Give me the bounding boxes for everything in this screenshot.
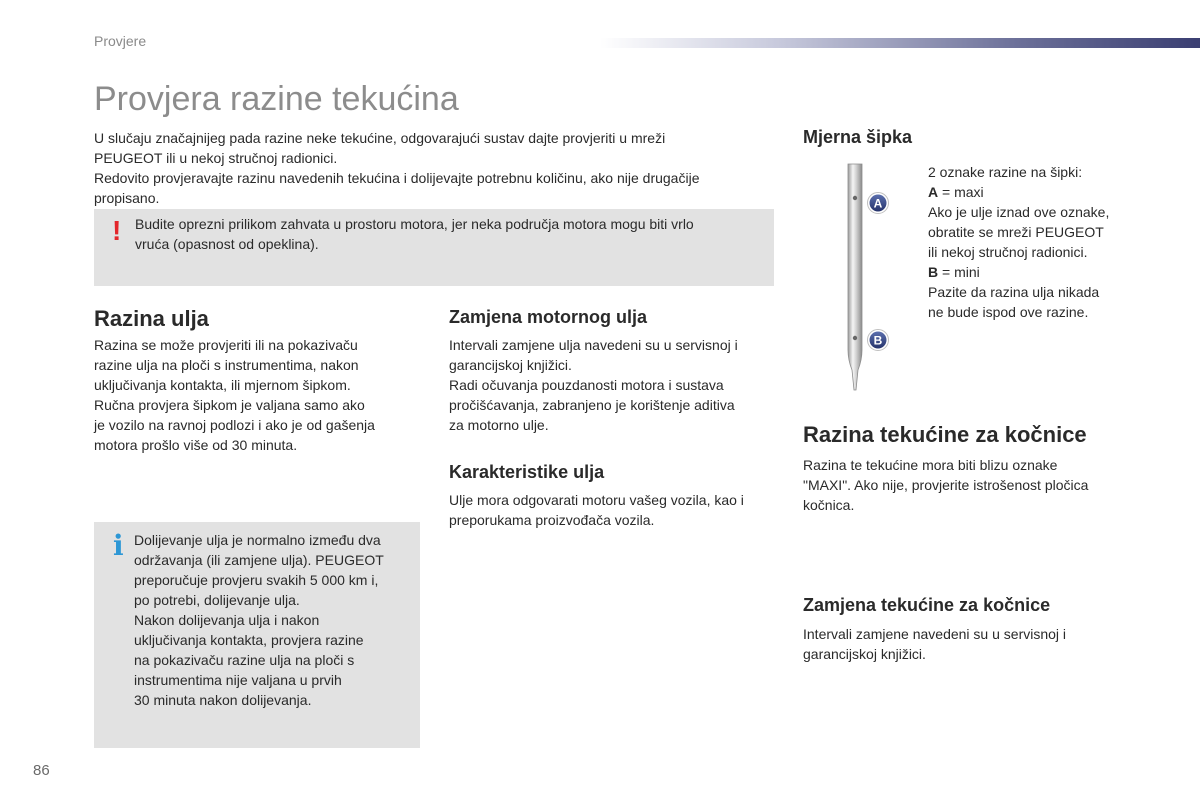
intro-text: U slučaju značajnijeg pada razine neke tekućine, odgovarajući sustav dajte provjeriti u mreži PEUGEOT ili u nekoj stručnoj radionici. Redovito provjeravajte razinu navedenih tekućina i dolijevajte potrebnu količinu, ako nije drugačije propisano. <box>94 130 700 206</box>
min-value: = mini <box>938 264 980 280</box>
info-icon: i <box>113 529 124 562</box>
exclamation-icon: ! <box>112 215 122 246</box>
brake-fluid-text: Razina te tekućine mora biti blizu oznake "MAXI". Ako nije, provjerite istrošenost pločica kočnica. <box>803 457 1089 513</box>
oil-characteristics-heading: Karakteristike ulja <box>449 462 605 482</box>
header-gradient-bar <box>600 38 1200 48</box>
oil-level-text: Razina se može provjeriti ili na pokazivaču razine ulja na ploči s instrumentima, nakon uključivanja kontakta, ili mjernom šipkom. Ručna provjera šipkom je valjana samo ako je vozilo na ravnoj podlozi i ako je od gašenja motora prošlo više od 30 minuta. <box>94 337 375 453</box>
oil-characteristics-text: Ulje mora odgovarati motoru vašeg vozila, kao i preporukama proizvođača vozila. <box>449 492 744 528</box>
dipstick-text: 2 oznake razine na šipki: A = maxi Ako je ulje iznad ove oznake, obratite se mreži PEUGEOT ili nekoj stručnoj radionici. B = mini Pazite da razina ulja nikada ne bude ispod ove razine. <box>928 164 1110 320</box>
page-number: 86 <box>33 762 50 779</box>
dipstick-illustration <box>840 160 900 396</box>
marker-a-badge <box>868 193 889 214</box>
brake-fluid-change-heading: Zamjena tekućine za kočnice <box>803 595 1051 615</box>
dipstick-mark-a-dot <box>853 196 857 200</box>
oil-level-heading: Razina ulja <box>94 306 209 331</box>
marker-b-badge <box>868 330 889 351</box>
dipstick-mark-b-dot <box>853 336 857 340</box>
max-label: A <box>928 184 939 200</box>
oil-change-heading: Zamjena motornog ulja <box>449 307 648 327</box>
page-title: Provjera razine tekućina <box>94 80 459 118</box>
dipstick-heading: Mjerna šipka <box>803 127 913 147</box>
info-text: Dolijevanje ulja je normalno između dva održavanja (ili zamjene ulja). PEUGEOT preporučuje provjeru svakih 5 000 km i, po potrebi, dolijevanje ulja. Nakon dolijevanja ulja i nakon uključivanja kontakta, provjera razine na pokazivaču razine ulja na ploči s instrumentima nije valjana u prvih 30 minuta nakon dolijevanja. <box>134 532 384 708</box>
warning-text: Budite oprezni prilikom zahvata u prostoru motora, jer neka područja motora mogu biti vrlo vruća (opasnost od opeklina). <box>135 216 694 252</box>
marker-b-label: B <box>873 333 883 348</box>
section-label: Provjere <box>94 33 147 49</box>
min-label: B <box>928 264 939 280</box>
brake-fluid-heading: Razina tekućine za kočnice <box>803 422 1087 447</box>
max-value: = maxi <box>938 184 984 200</box>
brake-fluid-change-text: Intervali zamjene navedeni su u servisnoj i garancijskoj knjižici. <box>803 626 1067 662</box>
oil-change-text: Intervali zamjene ulja navedeni su u servisnoj i garancijskoj knjižici. Radi očuvanja pouzdanosti motora i sustava pročišćavanja, zabranjeno je korištenje aditiva za motorno ulje. <box>449 337 738 433</box>
marker-a-label: A <box>873 196 883 211</box>
